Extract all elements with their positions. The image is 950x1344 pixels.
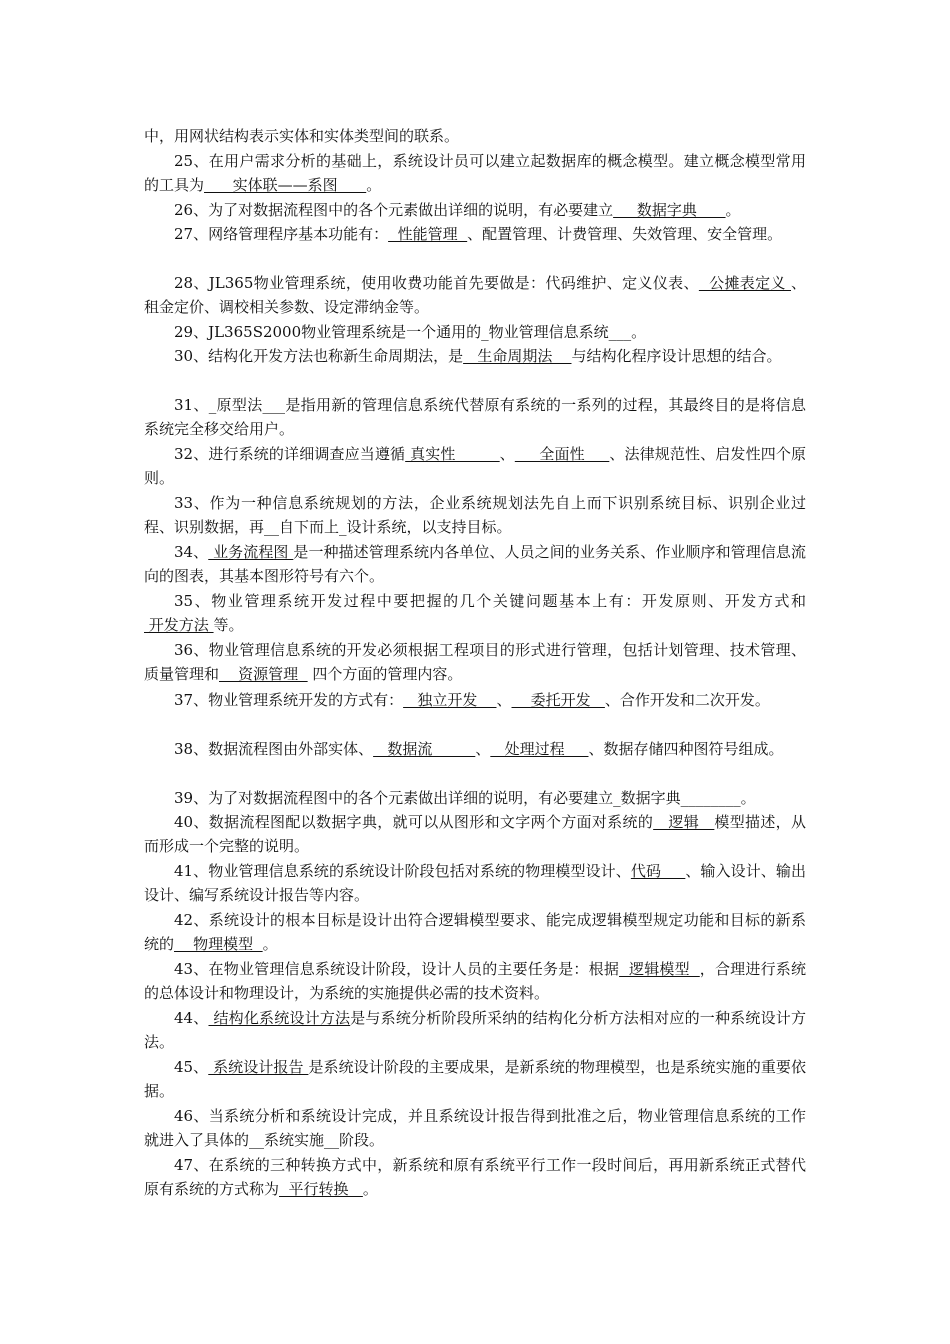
text-run: 42、系统设计的根本目标是设计出符合逻辑模型要求、能完成逻辑模型规定功能和目标的新系统的 xyxy=(144,911,806,954)
paragraph xyxy=(144,786,806,810)
answer-blank: 真实性 xyxy=(405,445,500,463)
answer-blank: 逻辑模型 xyxy=(619,960,700,978)
answer-blank: 实体联——系图 xyxy=(204,176,367,195)
text-run: 29、JL365S2000物业管理系统是一个通用的 xyxy=(174,323,482,341)
answer-blank: 系统设计报告 xyxy=(208,1058,309,1076)
paragraph xyxy=(144,957,806,1006)
text-run: 。 xyxy=(725,201,741,219)
paragraph xyxy=(144,638,806,687)
text-run: 31、_原型法___是指用新的管理信息系统代替原有系统的一系列的过程，其最终目的是将信息系统完全移交给用户。 xyxy=(144,396,806,439)
text-run: 、输入设计、输出设计、编写系统设计报告等内容。 xyxy=(144,862,806,905)
text-run: 27、网络管理程序基本功能有： xyxy=(174,225,389,243)
answer-blank: 结构化系统设计方法 xyxy=(208,1009,351,1027)
paragraph xyxy=(144,198,806,222)
text-run: 、法律规范性、启发性四个原则。 xyxy=(144,445,806,488)
text-run: 四个方面的管理内容。 xyxy=(307,665,463,684)
paragraph xyxy=(144,393,806,442)
text-run: 是与系统分析阶段所采纳的结构化分析方法相对应的一种系统设计方法。 xyxy=(144,1009,806,1052)
paragraph xyxy=(144,149,806,198)
text-run: 是系统设计阶段的主要成果，是新系统的物理模型，也是系统实施的重要依据。 xyxy=(144,1058,806,1101)
paragraph xyxy=(144,1104,806,1153)
text-run: 38、数据流程图由外部实体、 xyxy=(174,740,374,758)
text-run: 模型描述，从而形成一个完整的说明。 xyxy=(144,813,806,856)
text-run: 。 xyxy=(262,935,278,954)
paragraph xyxy=(144,810,806,859)
text-run: 44、 xyxy=(174,1009,209,1027)
text-run: 26、为了对数据流程图中的各个元素做出详细的说明，有必要建立 xyxy=(174,201,614,219)
paragraph xyxy=(144,859,806,908)
answer-blank: 公摊表定义 xyxy=(698,274,791,292)
answer-blank: 独立开发 xyxy=(403,691,497,709)
text-run: 45、 xyxy=(174,1058,209,1076)
text-run: 39、为了对数据流程图中的各个元素做出详细的说明，有必要建立_数据字典________。 xyxy=(174,789,756,807)
text-run: _物业管理信息系统___ xyxy=(481,323,632,341)
paragraph xyxy=(144,124,806,148)
answer-blank: 业务流程图 xyxy=(208,543,294,561)
paragraph xyxy=(144,688,806,712)
text-run: 35、物业管理系统开发过程中要把握的几个关键问题基本上有：开发原则、开发方式和 xyxy=(174,592,806,610)
paragraph xyxy=(144,1153,806,1202)
text-run: 33、作为一种信息系统规划的方法，企业系统规划法先自上而下识别系统目标、识别企业过程、识别数据，再__自下而上_设计系统，以支持目标。 xyxy=(144,494,806,537)
text-run: 、配置管理、计费管理、失效管理、安全管理。 xyxy=(467,225,783,243)
text-run: 、 xyxy=(496,691,512,709)
text-run: 41、物业管理信息系统的系统设计阶段包括对系统的物理模型设计、 xyxy=(174,862,631,880)
text-run: 28、JL365物业管理系统，使用收费功能首先要做是：代码维护、定义仪表、 xyxy=(174,274,699,292)
text-run: 。 xyxy=(366,176,382,195)
answer-blank: 开发方法 xyxy=(144,616,214,635)
text-run: 32、进行系统的详细调查应当遵循 xyxy=(174,445,406,463)
text-run: 。 xyxy=(362,1180,378,1199)
text-run: 、数据存储四种图符号组成。 xyxy=(588,740,784,758)
text-run: 30、结构化开发方法也称新生命周期法，是 xyxy=(174,347,464,365)
text-run: 25、在用户需求分析的基础上，系统设计员可以建立起数据库的概念模型。建立概念模型常用的工具为 xyxy=(144,152,806,195)
answer-blank: 处理过程 xyxy=(490,740,589,758)
text-run: 40、数据流程图配以数据字典，就可以从图形和文字两个方面对系统的 xyxy=(174,813,654,831)
paragraph xyxy=(144,1055,806,1104)
paragraph xyxy=(144,442,806,491)
text-run: 43、在物业管理信息系统设计阶段，设计人员的主要任务是：根据 xyxy=(174,960,620,978)
text-run: 、 xyxy=(475,740,491,758)
answer-blank: 全面性 xyxy=(514,445,610,463)
text-run: 46、当系统分析和系统设计完成，并且系统设计报告得到批准之后，物业管理信息系统的工作就进入了具体的__系统实施__阶段。 xyxy=(144,1107,806,1150)
paragraph xyxy=(144,491,806,540)
paragraph xyxy=(144,1006,806,1055)
paragraph xyxy=(144,540,806,589)
paragraph xyxy=(144,908,806,957)
answer-blank: 数据字典 xyxy=(613,201,726,219)
answer-blank: 平行转换 xyxy=(279,1180,363,1199)
paragraph xyxy=(144,344,806,368)
text-run: 与结构化程序设计思想的结合。 xyxy=(571,347,782,365)
text-run: 34、 xyxy=(174,543,209,561)
text-run: 。 xyxy=(631,323,647,341)
answer-blank: 委托开发 xyxy=(511,691,605,709)
text-run: 36、物业管理信息系统的开发必须根据工程项目的形式进行管理，包括计划管理、技术管理、质量管理和 xyxy=(144,641,806,684)
text-run: 是一种描述管理系统内各单位、人员之间的业务关系、作业顺序和管理信息流向的图表，其基本图形符号有六个。 xyxy=(144,543,806,586)
paragraph xyxy=(144,589,806,638)
answer-blank: 数据流 xyxy=(373,740,476,758)
text-run: 等。 xyxy=(213,616,244,635)
paragraph xyxy=(144,222,806,246)
paragraph xyxy=(144,320,806,344)
text-run: 37、物业管理系统开发的方式有： xyxy=(174,691,404,709)
text-run: 、租金定价、调校相关参数、设定滞纳金等。 xyxy=(144,274,806,317)
answer-blank: 逻辑 xyxy=(653,813,715,831)
answer-blank: 生命周期法 xyxy=(463,347,572,365)
paragraph xyxy=(144,737,806,761)
text-run: 、 xyxy=(499,445,515,463)
answer-blank: 资源管理 xyxy=(219,665,308,684)
answer-blank: 代码 xyxy=(630,862,686,880)
text-run: 中，用网状结构表示实体和实体类型间的联系。 xyxy=(144,127,460,145)
text-run: ，合理进行系统的总体设计和物理设计，为系统的实施提供必需的技术资料。 xyxy=(144,960,806,1003)
paragraph xyxy=(144,271,806,320)
answer-blank: 性能管理 xyxy=(388,225,468,243)
answer-blank: 物理模型 xyxy=(174,935,263,954)
text-run: 47、在系统的三种转换方式中，新系统和原有系统平行工作一段时间后，再用新系统正式替代原有系统的方式称为 xyxy=(144,1156,806,1199)
text-run: 、合作开发和二次开发。 xyxy=(604,691,770,709)
